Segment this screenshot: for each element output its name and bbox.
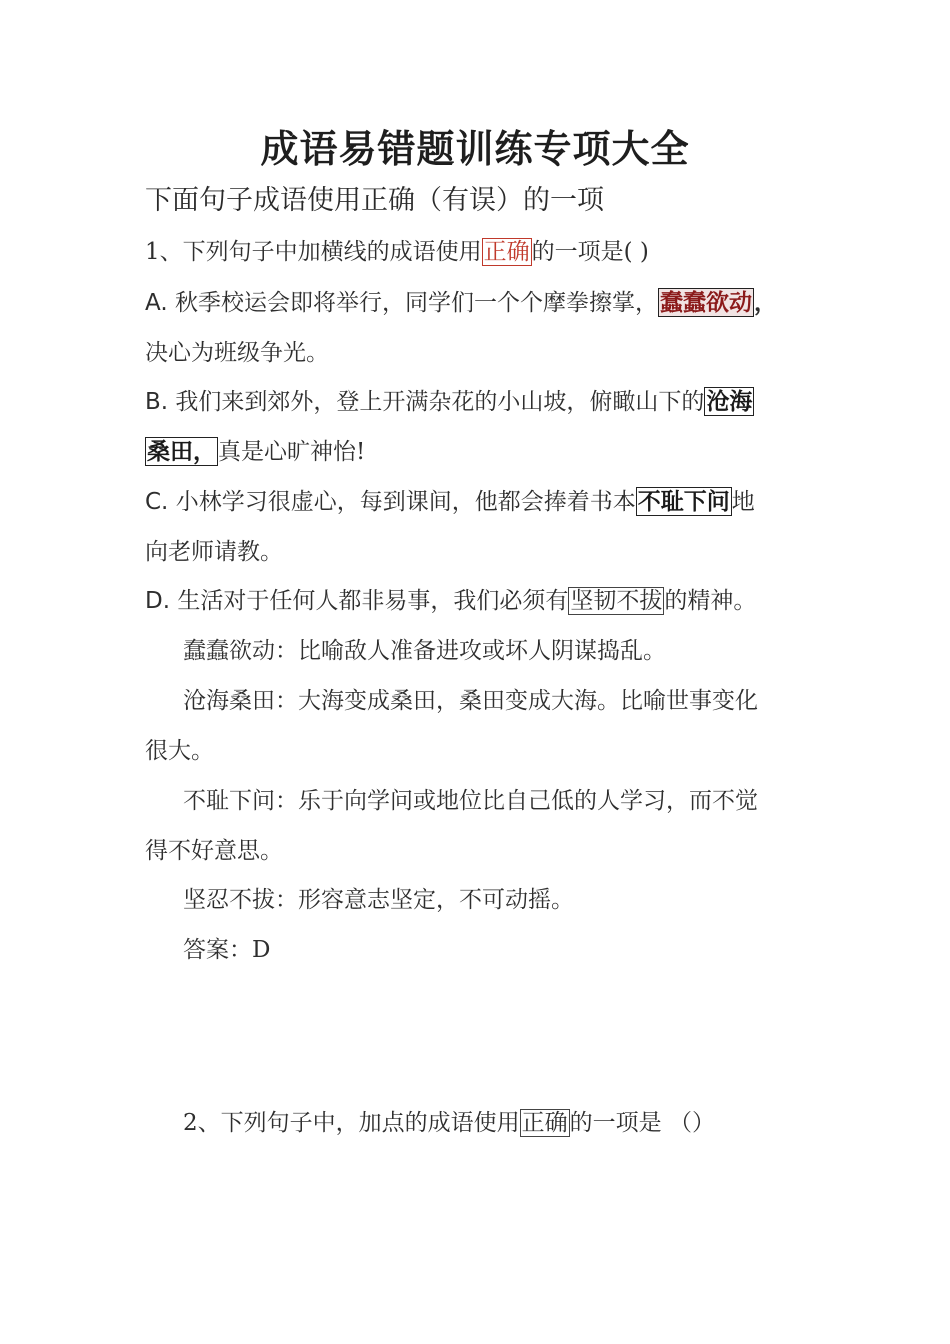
option-d — [145, 582, 756, 615]
option-c-label: C. — [145, 489, 169, 515]
option-a-label: A. — [145, 290, 168, 316]
option-c-text-end: 地 — [731, 489, 755, 515]
option-a — [145, 284, 777, 317]
explanation-line: 蠢蠢欲动：比喻敌人准备进攻或坏人阴谋捣乱。 — [183, 638, 666, 664]
explanation-line: 很大。 — [145, 738, 214, 764]
explanation-line: 得不好意思。 — [145, 838, 283, 864]
question-1-stem-text: 1、下列句子中加横线的成语使用 — [145, 239, 482, 265]
option-d-label: D. — [145, 588, 171, 614]
explanation-line: 坚忍不拔：形容意志坚定，不可动摇。 — [183, 887, 574, 913]
option-a-comma: ， — [753, 289, 777, 316]
option-b-label: B. — [145, 389, 169, 415]
option-b-text-end: 真是心旷神怡! — [218, 439, 366, 465]
answer: 答案：D — [183, 937, 271, 963]
option-c-text: 小林学习很虚心，每到课间，他都会捧着书本 — [175, 489, 636, 515]
option-b — [145, 383, 754, 416]
question-1-stem — [145, 233, 649, 266]
option-b-idiom-part2: 桑田， — [147, 438, 216, 465]
option-b-continued — [145, 433, 365, 466]
option-b-text: 我们来到郊外，登上开满杂花的小山坡，俯瞰山下的 — [175, 389, 705, 415]
question-2-keyword-box: 正确 — [521, 1110, 568, 1136]
option-d-text-end: 的精神。 — [664, 588, 757, 614]
question-2-stem — [183, 1104, 715, 1137]
question-1-stem-end: 的一项是( ) — [531, 239, 649, 265]
question-1-keyword-box: 正确 — [483, 239, 530, 265]
option-c-idiom: 不耻下问 — [637, 488, 730, 515]
option-a-idiom: 蠢蠢欲动 — [659, 289, 752, 316]
option-d-text: 生活对于任何人都非易事，我们必须有 — [177, 588, 569, 614]
section-subtitle: 下面句子成语使用正确（有误）的一项 — [145, 185, 604, 216]
option-c-continued: 向老师请教。 — [145, 539, 283, 565]
option-c — [145, 483, 755, 516]
question-2-stem-end: 的一项是 （） — [569, 1110, 715, 1136]
question-2-stem-text: 2、下列句子中，加点的成语使用 — [183, 1110, 520, 1136]
document-title: 成语易错题训练专项大全 — [260, 127, 690, 171]
option-d-idiom: 坚韧不拔 — [570, 588, 663, 614]
option-a-continued: 决心为班级争光。 — [145, 340, 329, 366]
explanation-line: 沧海桑田：大海变成桑田，桑田变成大海。比喻世事变化 — [183, 688, 758, 714]
option-b-idiom-part1: 沧海 — [706, 388, 753, 415]
option-a-text: 秋季校运会即将举行，同学们一个个摩拳擦掌， — [174, 290, 658, 316]
explanation-line: 不耻下问：乐于向学问或地位比自己低的人学习，而不觉 — [183, 788, 758, 814]
